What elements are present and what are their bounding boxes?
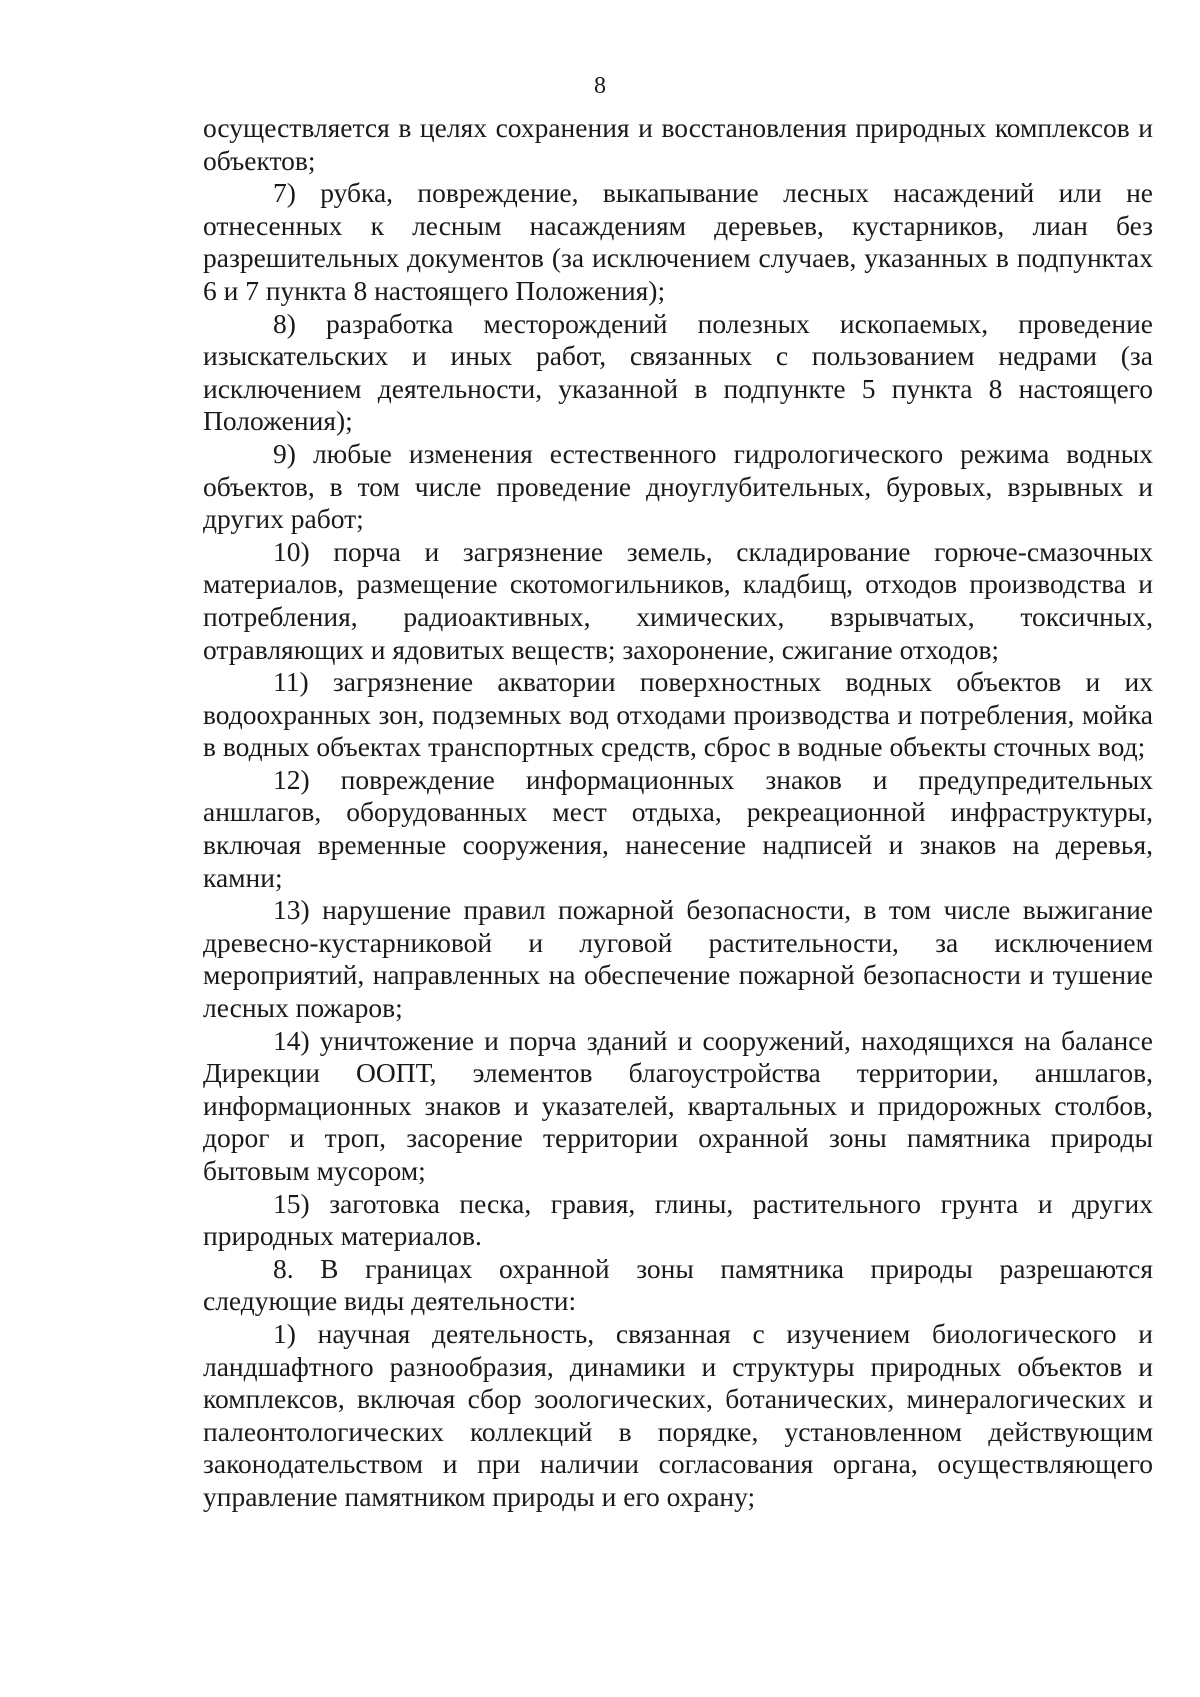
list-item-8: 8) разработка месторождений полезных ископаемых, проведение изыскательских и иных работ, связанных с пользованием недрами (за исключением деятельности, указанной в подпункте 5 пункта 8 настоящего Положения); [203,307,1153,437]
allowed-item-1: 1) научная деятельность, связанная с изучением биологического и ландшафтного разнообразия, динамики и структуры природных объектов и комплексов, включая сбор зоологических, ботанических, минералогических и палеонтологических коллекций в порядке, установленном действующим законодательством и при наличии согласования органа, осуществляющего управление памятником природы и его охрану; [203,1317,1153,1512]
paragraph-continuation: осуществляется в целях сохранения и восстановления природных комплексов и объектов; [203,112,1153,176]
list-item-13: 13) нарушение правил пожарной безопасности, в том числе выжигание древесно-кустарниковой и луговой растительности, за исключением мероприятий, направленных на обеспечение пожарной безопасности и тушение лесных пожаров; [203,894,1153,1024]
page-number: 8 [594,73,606,99]
section-8-heading: 8. В границах охранной зоны памятника природы разрешаются следующие виды деятельности: [203,1252,1153,1317]
list-item-9: 9) любые изменения естественного гидрологического режима водных объектов, в том числе проведение дноуглубительных, буровых, взрывных и других работ; [203,437,1153,535]
list-item-11: 11) загрязнение акватории поверхностных водных объектов и их водоохранных зон, подземных вод отходами производства и потребления, мойка в водных объектах транспортных средств, сброс в водные объекты сточных вод; [203,666,1153,763]
document-body [203,112,1153,1514]
list-item-14: 14) уничтожение и порча зданий и сооружений, находящихся на балансе Дирекции ООПТ, элементов благоустройства территории, аншлагов, информационных знаков и указателей, квартальных и придорожных столбов, дорог и троп, засорение территории охранной зоны памятника природы бытовым мусором; [203,1024,1153,1186]
list-item-7: 7) рубка, повреждение, выкапывание лесных насаждений или не отнесенных к лесным насаждениям деревьев, кустарников, лиан без разрешительных документов (за исключением случаев, указанных в подпунктах 6 и 7 пункта 8 настоящего Положения); [203,177,1153,306]
list-item-15: 15) заготовка песка, гравия, глины, растительного грунта и других природных материалов. [203,1187,1153,1252]
list-item-10: 10) порча и загрязнение земель, складирование горюче-смазочных материалов, размещение скотомогильников, кладбищ, отходов производства и потребления, радиоактивных, химических, взрывчатых, токсичных, отравляющих и ядовитых веществ; захоронение, сжигание отходов; [203,535,1153,665]
list-item-12: 12) повреждение информационных знаков и предупредительных аншлагов, оборудованных мест отдыха, рекреационной инфраструктуры, включая временные сооружения, нанесение надписей и знаков на деревья, камни; [203,763,1153,893]
